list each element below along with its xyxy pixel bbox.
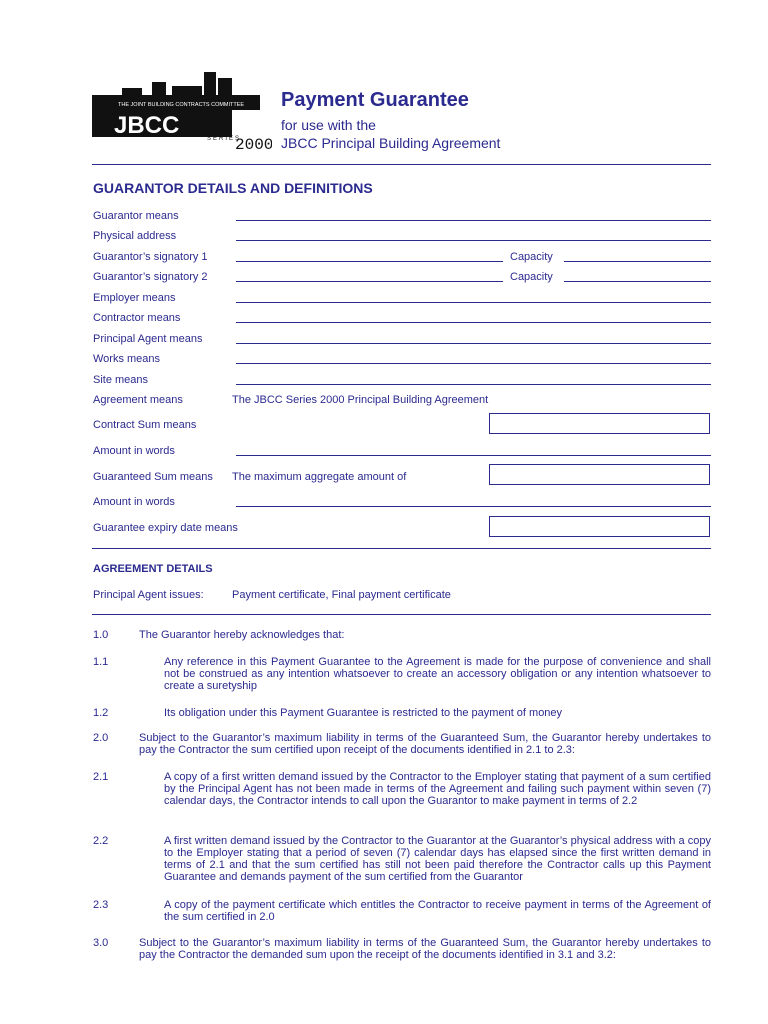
guaranteed-sum-value: The maximum aggregate amount of bbox=[232, 471, 407, 483]
capacity-2-label: Capacity bbox=[510, 271, 553, 283]
clause-text: A copy of a first written demand issued by the Contractor to the Employer stating that payment of a sum certified by the Principal Agent has not been made in terms of the Agreement and failing such payment within seven (7) calendar days, the Contractor intends to call upon the Guarantor to make payment in terms of 2.2 bbox=[164, 771, 711, 807]
principal-agent-issues-label: Principal Agent issues: bbox=[93, 589, 204, 601]
amount-in-words-2-field[interactable] bbox=[236, 506, 711, 507]
amount-in-words-1-label: Amount in words bbox=[93, 445, 175, 457]
clause-text: Subject to the Guarantor’s maximum liability in terms of the Guaranteed Sum, the Guarantor hereby undertakes to pay the Contractor the demanded sum upon the receipt of the documents identified in 3.1 and 3.2: bbox=[139, 937, 711, 961]
logo-year: 2000 bbox=[235, 136, 272, 150]
clause-text: A copy of the payment certificate which entitles the Contractor to receive payment in terms of the Agreement of the sum certified in 2.0 bbox=[164, 899, 711, 923]
contractor-field[interactable] bbox=[236, 322, 711, 323]
section-divider-1 bbox=[92, 548, 711, 549]
clause-text: Any reference in this Payment Guarantee to the Agreement is made for the purpose of convenience and shall not be construed as any intention whatsoever to create an accessory obligation or any intention whatsoever to create a suretyship bbox=[164, 656, 711, 692]
guaranteed-sum-box[interactable] bbox=[489, 464, 710, 485]
guarantor-label: Guarantor means bbox=[93, 210, 179, 222]
contractor-label: Contractor means bbox=[93, 312, 181, 324]
agreement-details-title: AGREEMENT DETAILS bbox=[93, 563, 213, 575]
contract-sum-label: Contract Sum means bbox=[93, 419, 197, 431]
expiry-date-label: Guarantee expiry date means bbox=[93, 522, 238, 534]
works-field[interactable] bbox=[236, 363, 711, 364]
capacity-1-field[interactable] bbox=[564, 261, 711, 262]
signatory-2-label: Guarantor’s signatory 2 bbox=[93, 271, 208, 283]
clause-number: 3.0 bbox=[93, 937, 109, 949]
principal-agent-issues-value: Payment certificate, Final payment certificate bbox=[232, 589, 451, 601]
physical-address-field[interactable] bbox=[236, 240, 711, 241]
logo-brand: JBCC bbox=[114, 112, 180, 139]
signatory-2-field[interactable] bbox=[236, 281, 503, 282]
clause-text: Its obligation under this Payment Guarantee is restricted to the payment of money bbox=[164, 707, 563, 719]
logo-series: SERIES bbox=[207, 136, 242, 142]
jbcc-logo bbox=[92, 70, 272, 150]
agreement-value: The JBCC Series 2000 Principal Building Agreement bbox=[232, 394, 489, 406]
signatory-1-label: Guarantor’s signatory 1 bbox=[93, 251, 208, 263]
clause-number: 1.1 bbox=[93, 656, 109, 668]
page-title: Payment Guarantee bbox=[281, 89, 469, 111]
works-label: Works means bbox=[93, 353, 161, 365]
contract-sum-box[interactable] bbox=[489, 413, 710, 434]
employer-label: Employer means bbox=[93, 292, 176, 304]
guaranteed-sum-label: Guaranteed Sum means bbox=[93, 471, 213, 483]
employer-field[interactable] bbox=[236, 302, 711, 303]
clause-number: 1.2 bbox=[93, 707, 109, 719]
site-field[interactable] bbox=[236, 384, 711, 385]
signatory-1-field[interactable] bbox=[236, 261, 503, 262]
section-divider-2 bbox=[92, 614, 711, 615]
logo-small-text: THE JOINT BUILDING CONTRACTS COMMITTEE bbox=[118, 102, 245, 108]
amount-in-words-2-label: Amount in words bbox=[93, 496, 175, 508]
capacity-1-label: Capacity bbox=[510, 251, 553, 263]
clause-text: A first written demand issued by the Contractor to the Guarantor at the Guarantor’s physical address with a copy to the Employer stating that a period of seven (7) calendar days has elapsed since the first written demand in terms of 2.1 and that the sum certified has still not been paid therefore the Contractor calls up this Payment Guarantee and demands payment of the sum certified from the Guarantor bbox=[164, 835, 711, 883]
clause-number: 2.2 bbox=[93, 835, 109, 847]
subtitle-line-1: for use with the bbox=[281, 117, 376, 133]
subtitle-line-2: JBCC Principal Building Agreement bbox=[281, 135, 501, 151]
clause-number: 2.0 bbox=[93, 732, 109, 744]
clause-number: 2.3 bbox=[93, 899, 109, 911]
site-label: Site means bbox=[93, 374, 149, 386]
header-divider bbox=[92, 164, 711, 165]
guarantor-field[interactable] bbox=[236, 220, 711, 221]
principal-agent-label: Principal Agent means bbox=[93, 333, 203, 345]
clause-number: 1.0 bbox=[93, 629, 109, 641]
amount-in-words-1-field[interactable] bbox=[236, 455, 711, 456]
capacity-2-field[interactable] bbox=[564, 281, 711, 282]
clause-text: Subject to the Guarantor’s maximum liability in terms of the Guaranteed Sum, the Guarantor hereby undertakes to pay the Contractor the sum certified upon receipt of the documents identified in 2.1 to 2.3: bbox=[139, 732, 711, 756]
clause-text: The Guarantor hereby acknowledges that: bbox=[139, 629, 345, 641]
agreement-label: Agreement means bbox=[93, 394, 183, 406]
expiry-date-box[interactable] bbox=[489, 516, 710, 537]
section-title: GUARANTOR DETAILS AND DEFINITIONS bbox=[93, 180, 373, 196]
principal-agent-field[interactable] bbox=[236, 343, 711, 344]
clause-number: 2.1 bbox=[93, 771, 109, 783]
physical-address-label: Physical address bbox=[93, 230, 177, 242]
